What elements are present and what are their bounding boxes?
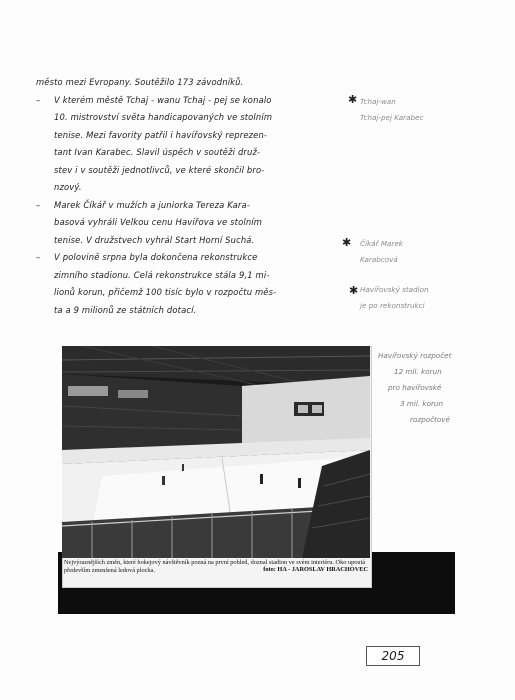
margin-note: Havířovský stadion je po rekonstrukci	[360, 285, 429, 310]
text-line: – Marek Číkář v mužích a juniorka Tereza Kara-	[36, 199, 250, 210]
photo-credit: foto: HA - JAROSLAV HRACHOVEC	[263, 566, 368, 573]
text-line: lionů korun, přičemž 100 tisíc bylo v rozpočtu měs-	[54, 287, 277, 297]
text-line: stev i v soutěži jednotlivců, ve které skončil bro-	[54, 164, 265, 175]
asterisk-icon: ✱	[349, 284, 359, 297]
text-line: – V kterém městě Tchaj - wanu Tchaj - pej se konalo	[36, 94, 272, 105]
text-line: ta a 9 milionů ze státních dotací.	[54, 304, 197, 315]
handwritten-text	[36, 74, 354, 319]
text-line: tant Ivan Karabec. Slavil úspěch v soutěži druž-	[54, 147, 261, 157]
ice-rink-image	[62, 346, 370, 558]
text-line: 10. mistrovství světa handicapovaných ve stolním	[54, 112, 273, 122]
asterisk-icon: ✱	[342, 236, 352, 249]
caption-text: Nejvýraznějších změn, které hokejový návštěvník pozná na první pohled, doznal stadion ve svém interiéru. Oko upoutá především zmenšená ledová plocha.	[64, 559, 366, 574]
text-line: zimního stadionu. Celá rekonstrukce stála 9,1 mi-	[54, 269, 270, 280]
text-line: nzový.	[54, 182, 82, 192]
photo-caption	[64, 559, 368, 575]
text-line: basová vyhráli Velkou cenu Havířova ve stolním	[54, 217, 263, 227]
margin-note: Havířovský rozpočet 12 mil. korun pro havířovské 3 mil. korun rozpočtové	[378, 351, 452, 424]
asterisk-icon: ✱	[348, 93, 358, 106]
page-number: 205	[366, 646, 420, 666]
margin-note: Číkář Marek Karabcová	[360, 239, 403, 264]
margin-note: Tchaj-wan Tchaj-pej Karabec	[360, 97, 424, 122]
text-line: – V polovině srpna byla dokončena rekonstrukce	[36, 252, 258, 262]
text-line: tenise. V družstvech vyhrál Start Horní Suchá.	[54, 234, 255, 245]
stadion-photo	[62, 346, 370, 558]
text-line: tenise. Mezi favority patřil i havířovský reprezen-	[54, 129, 268, 140]
text-line: město mezi Evropany. Soutěžilo 173 závodníků.	[36, 77, 244, 87]
